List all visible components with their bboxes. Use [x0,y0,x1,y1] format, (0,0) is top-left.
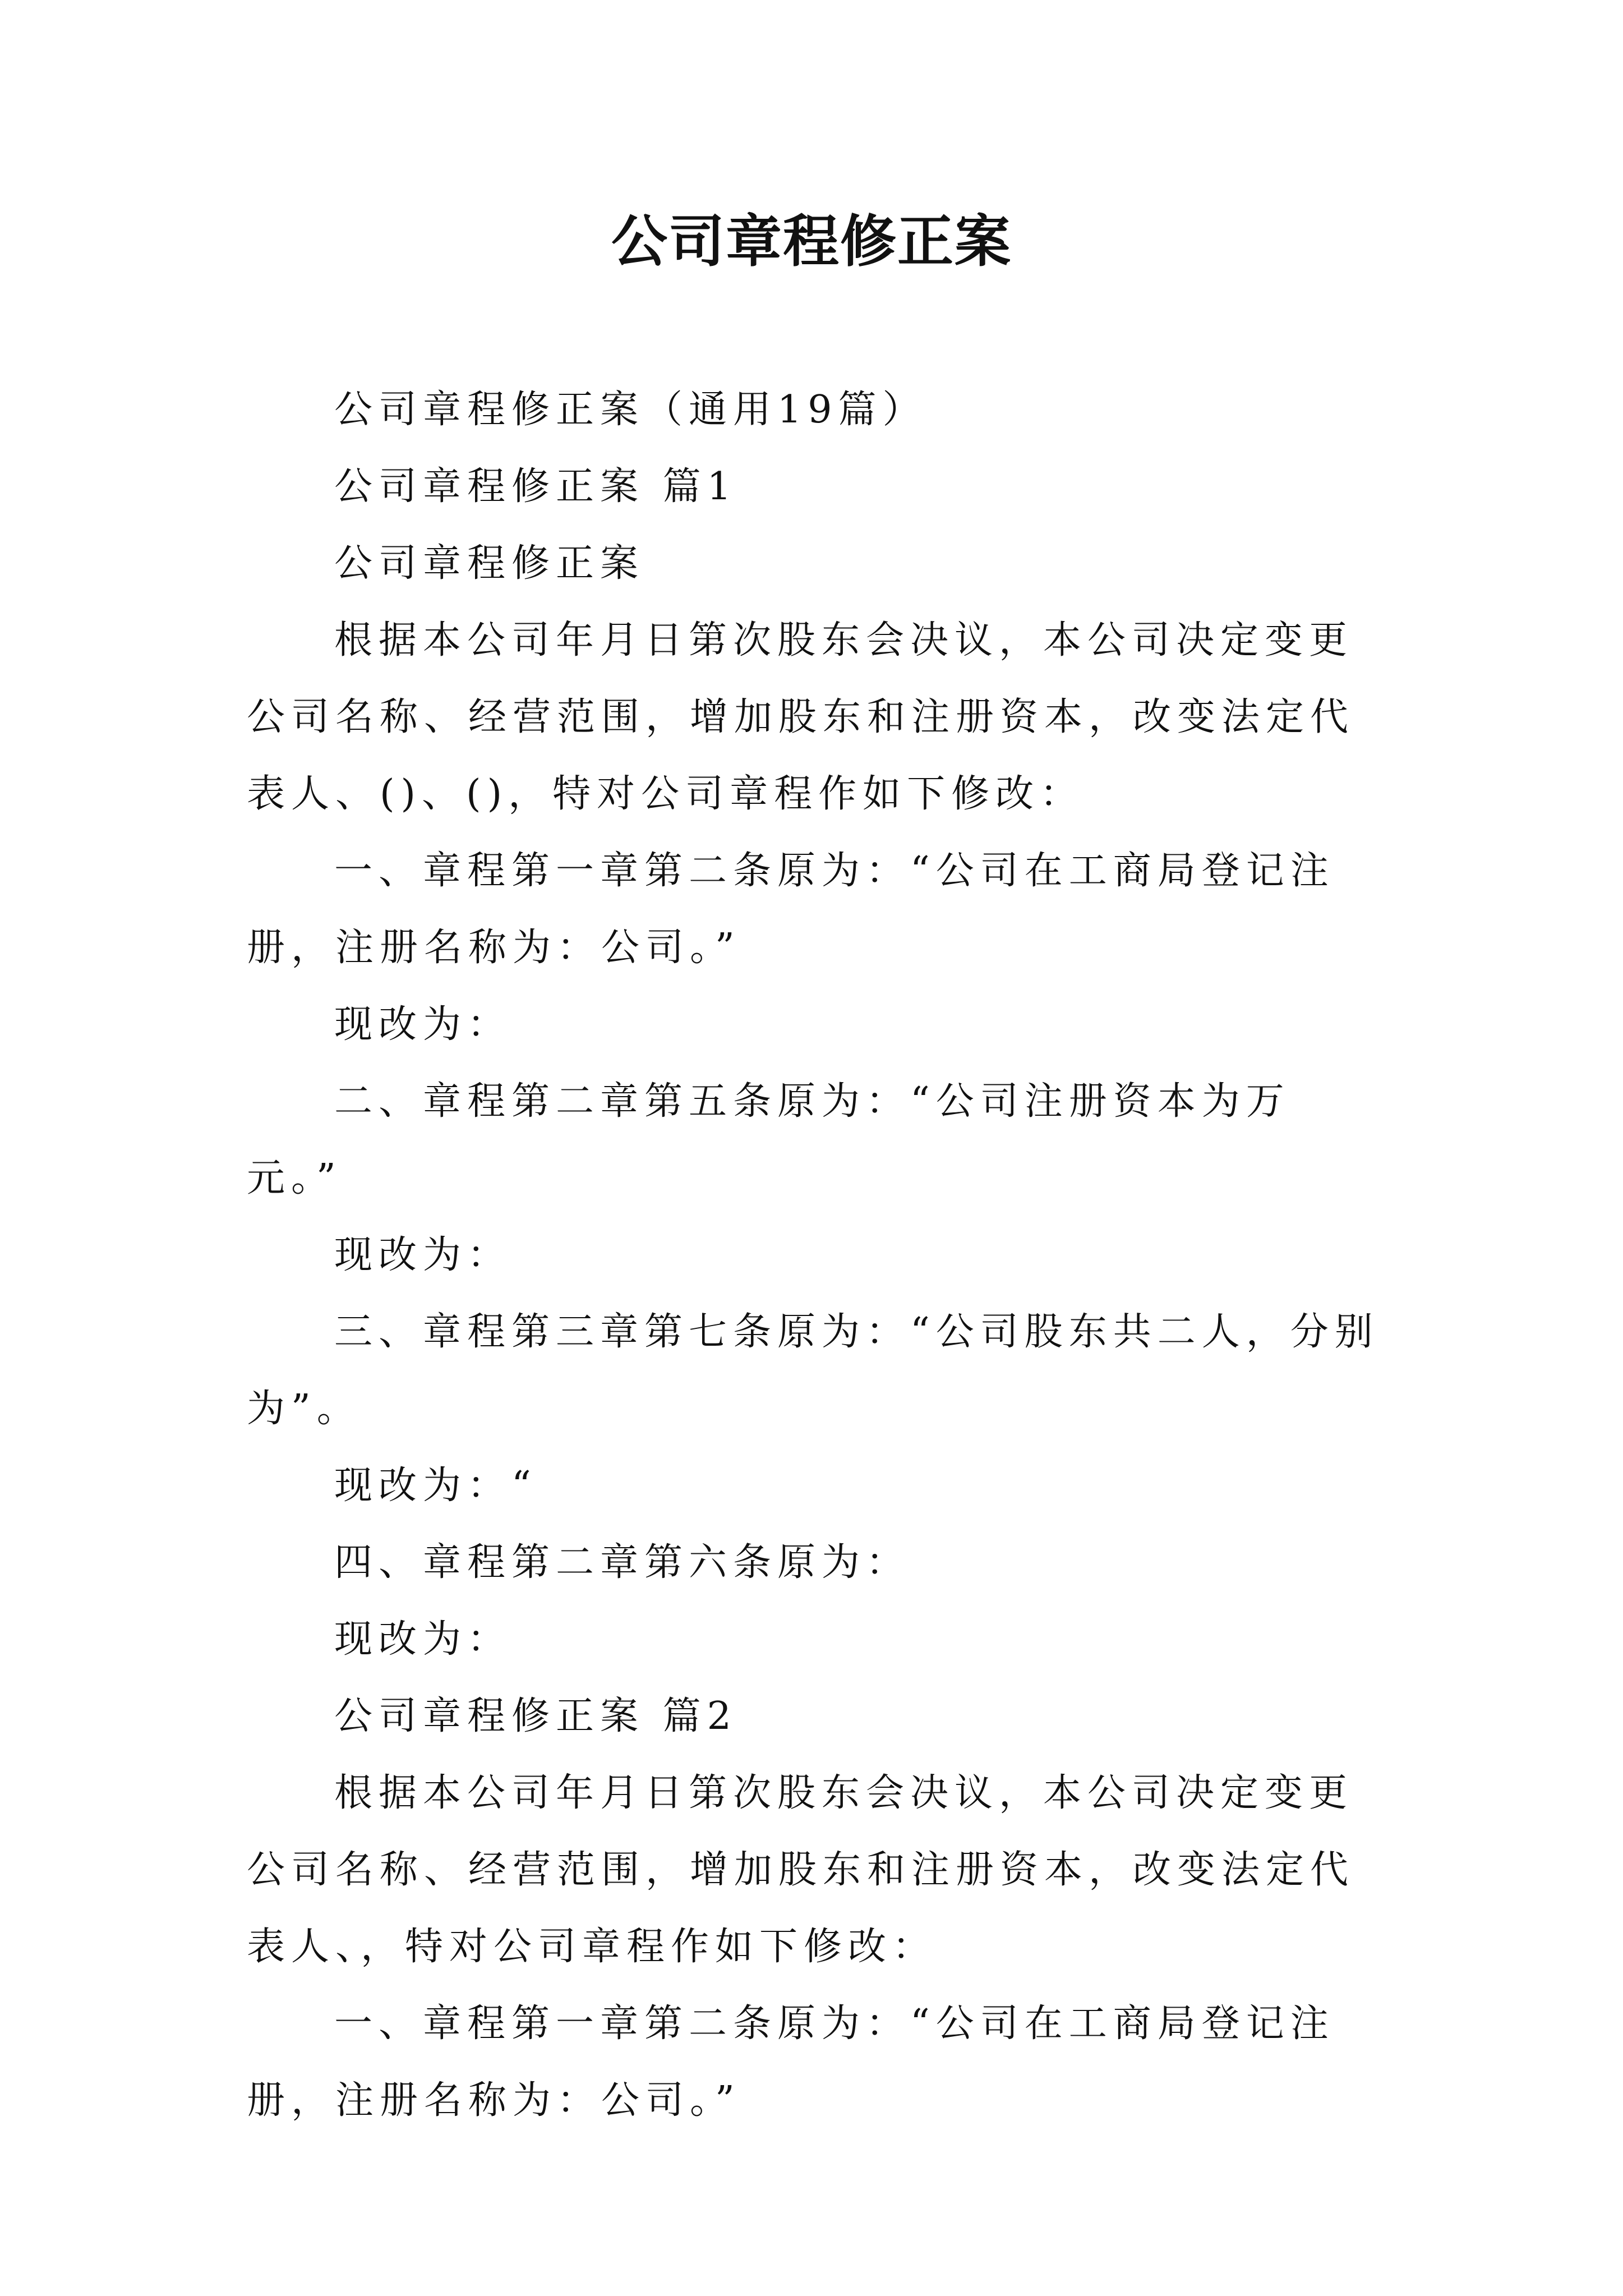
section-title: 公司章程修正案 [334,541,645,586]
paragraph-revised-2: 现改为： [334,1233,512,1277]
section-heading-1: 公司章程修正案 篇1 [334,464,737,509]
paragraph-revised-4: 现改为： [334,1617,512,1662]
document-body [247,371,1385,2139]
document-title: 公司章程修正案 [611,208,1012,274]
paragraph-resolution-1: 根据本公司年月日第次股东会决议，本公司决定变更公司名称、经营范围，增加股东和注册资本，改变法定代表人、()、()，特对公司章程作如下修改： [247,618,1355,816]
paragraph-amendment-3: 三、章程第三章第七条原为：“公司股东共二人，分别为”。 [247,1310,1379,1431]
paragraph-revised-3: 现改为：“ [334,1464,537,1508]
paragraph-resolution-2: 根据本公司年月日第次股东会决议，本公司决定变更公司名称、经营范围，增加股东和注册资本，改变法定代表人、，特对公司章程作如下修改： [247,1771,1355,1969]
paragraph-amendment-1: 一、章程第一章第二条原为：“公司在工商局登记注册，注册名称为：公司。” [247,849,1335,970]
paragraph-revised-1: 现改为： [334,1002,512,1047]
paragraph-amendment-5: 一、章程第一章第二条原为：“公司在工商局登记注册，注册名称为：公司。” [247,2001,1335,2123]
paragraph-amendment-2: 二、章程第二章第五条原为：“公司注册资本为万元。” [247,1079,1290,1200]
paragraph-amendment-4: 四、章程第二章第六条原为： [334,1540,911,1585]
paragraph-subtitle: 公司章程修正案（通用19篇） [334,388,927,432]
section-heading-2: 公司章程修正案 篇2 [334,1694,737,1738]
